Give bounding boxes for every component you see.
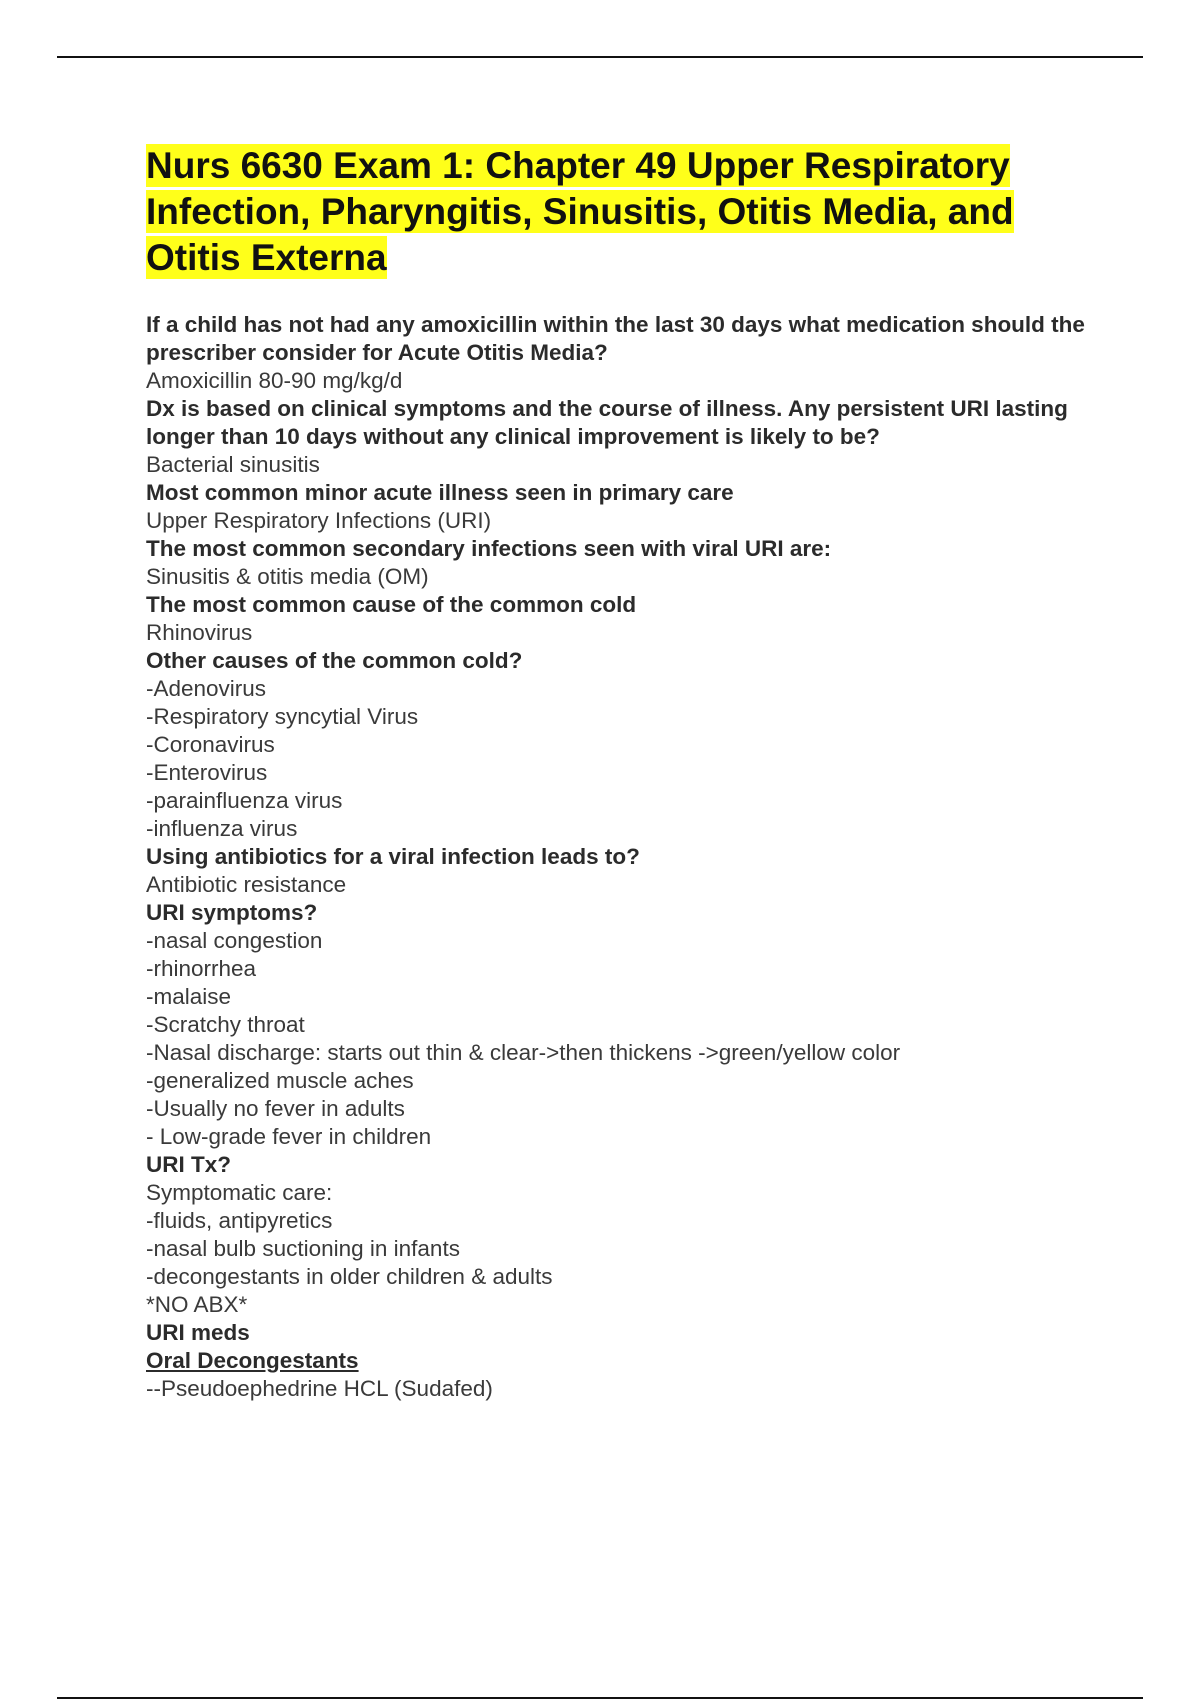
answer-line: -nasal bulb suctioning in infants (146, 1236, 460, 1261)
answer-line: Upper Respiratory Infections (URI) (146, 508, 492, 533)
question-line: Dx is based on clinical symptoms and the course of illness. Any persistent URI lasting longer than 10 days without any clinical improvement is likely to be? (146, 396, 1068, 449)
answer-line: Rhinovirus (146, 620, 253, 645)
question-line: Other causes of the common cold? (146, 648, 523, 673)
answer-line: -Enterovirus (146, 760, 268, 785)
answer-line: -malaise (146, 984, 232, 1009)
document-body (146, 143, 1106, 1403)
answer-line: -nasal congestion (146, 928, 323, 953)
answer-line: Bacterial sinusitis (146, 452, 320, 477)
question-line: Most common minor acute illness seen in primary care (146, 480, 734, 505)
answer-line: -decongestants in older children & adults (146, 1264, 553, 1289)
answer-line: Antibiotic resistance (146, 872, 347, 897)
answer-line: --Pseudoephedrine HCL (Sudafed) (146, 1376, 493, 1401)
subheading-underlined: Oral Decongestants (146, 1348, 359, 1373)
answer-line: -influenza virus (146, 816, 298, 841)
title-highlight: Nurs 6630 Exam 1: Chapter 49 Upper Respiratory Infection, Pharyngitis, Sinusitis, Otitis Media, and Otitis Externa (146, 145, 1014, 278)
answer-line: *NO ABX* (146, 1292, 248, 1317)
question-line: Using antibiotics for a viral infection leads to? (146, 844, 640, 869)
page-title (146, 143, 1106, 281)
answer-line: -Usually no fever in adults (146, 1096, 405, 1121)
qa-list (146, 311, 1106, 1403)
answer-line: -Nasal discharge: starts out thin & clear->then thickens ->green/yellow color (146, 1040, 901, 1065)
question-line: URI meds (146, 1320, 250, 1345)
answer-line: -fluids, antipyretics (146, 1208, 333, 1233)
answer-line: -Coronavirus (146, 732, 275, 757)
answer-line: Sinusitis & otitis media (OM) (146, 564, 429, 589)
answer-line: -rhinorrhea (146, 956, 257, 981)
answer-line: Amoxicillin 80-90 mg/kg/d (146, 368, 403, 393)
answer-line: -parainfluenza virus (146, 788, 343, 813)
answer-line: -Respiratory syncytial Virus (146, 704, 419, 729)
question-line: If a child has not had any amoxicillin within the last 30 days what medication should the prescriber consider for Acute Otitis Media? (146, 312, 1085, 365)
answer-line: -Adenovirus (146, 676, 267, 701)
answer-line: -generalized muscle aches (146, 1068, 414, 1093)
answer-line: - Low-grade fever in children (146, 1124, 432, 1149)
top-rule (57, 56, 1143, 58)
bottom-rule (57, 1697, 1143, 1699)
question-line: The most common secondary infections seen with viral URI are: (146, 536, 832, 561)
question-line: URI symptoms? (146, 900, 318, 925)
question-line: The most common cause of the common cold (146, 592, 637, 617)
question-line: URI Tx? (146, 1152, 232, 1177)
answer-line: -Scratchy throat (146, 1012, 305, 1037)
answer-line: Symptomatic care: (146, 1180, 333, 1205)
